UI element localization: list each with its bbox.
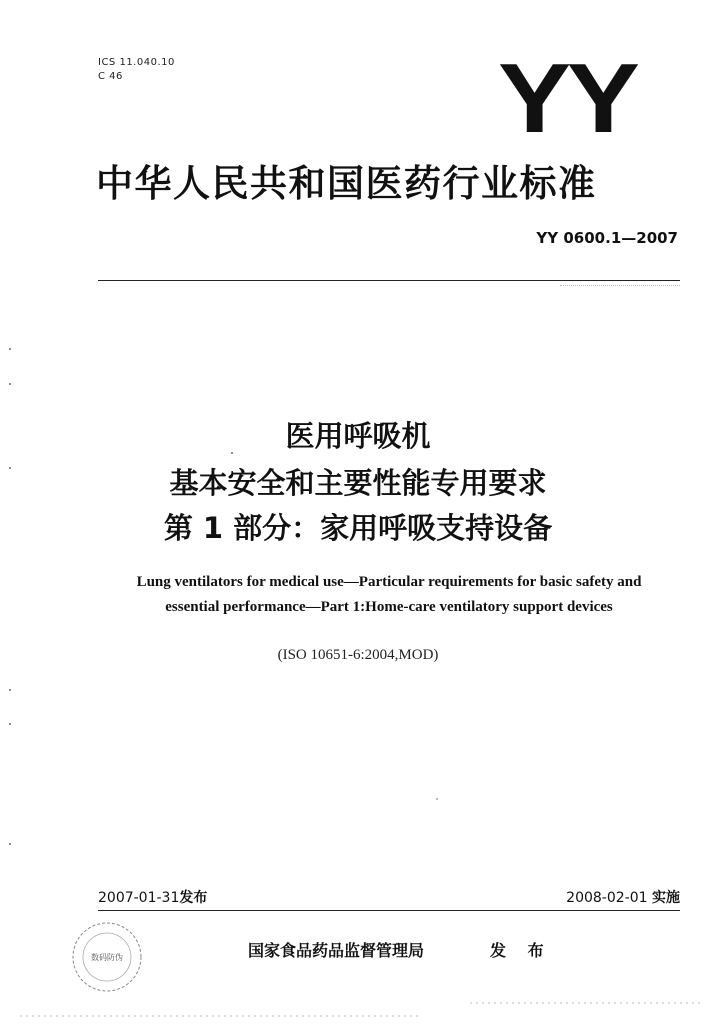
chinese-title-line-1: 医用呼吸机	[285, 419, 431, 453]
iso-reference: (ISO 10651-6:2004,MOD)	[277, 647, 439, 663]
issue-date-block	[98, 888, 207, 908]
issue-label: 发布	[179, 890, 208, 906]
implementation-date-block	[566, 888, 680, 908]
ccs-code: C 46	[98, 71, 123, 82]
yy-logo: YY	[498, 43, 636, 153]
ics-code: ICS 11.040.10	[98, 57, 175, 68]
header-divider	[98, 280, 680, 281]
english-title-line-2: essential performance—Part 1:Home-care ventilatory support devices	[165, 599, 613, 615]
standard-number: YY 0600.1—2007	[536, 229, 678, 247]
chinese-title-line-3: 第 1 部分：家用呼吸支持设备	[163, 511, 553, 545]
english-title-line-1: Lung ventilators for medical use—Particular requirements for basic safety and	[136, 574, 642, 590]
chinese-title-line-2: 基本安全和主要性能专用要求	[169, 466, 547, 500]
issue-date: 2007-01-31	[98, 890, 180, 906]
anti-counterfeit-stamp	[66, 916, 148, 998]
implementation-label: 实施	[652, 890, 680, 906]
standard-category-title: 中华人民共和国医药行业标准	[96, 162, 597, 205]
header-divider-shadow	[560, 285, 680, 286]
classification-codes	[98, 56, 175, 84]
footer-divider	[98, 910, 680, 911]
implementation-date: 2008-02-01	[566, 890, 648, 906]
stamp-text: 数码防伪	[91, 953, 123, 962]
publish-label: 发 布	[490, 941, 552, 960]
issuing-authority: 国家食品药品监督管理局	[248, 941, 425, 960]
